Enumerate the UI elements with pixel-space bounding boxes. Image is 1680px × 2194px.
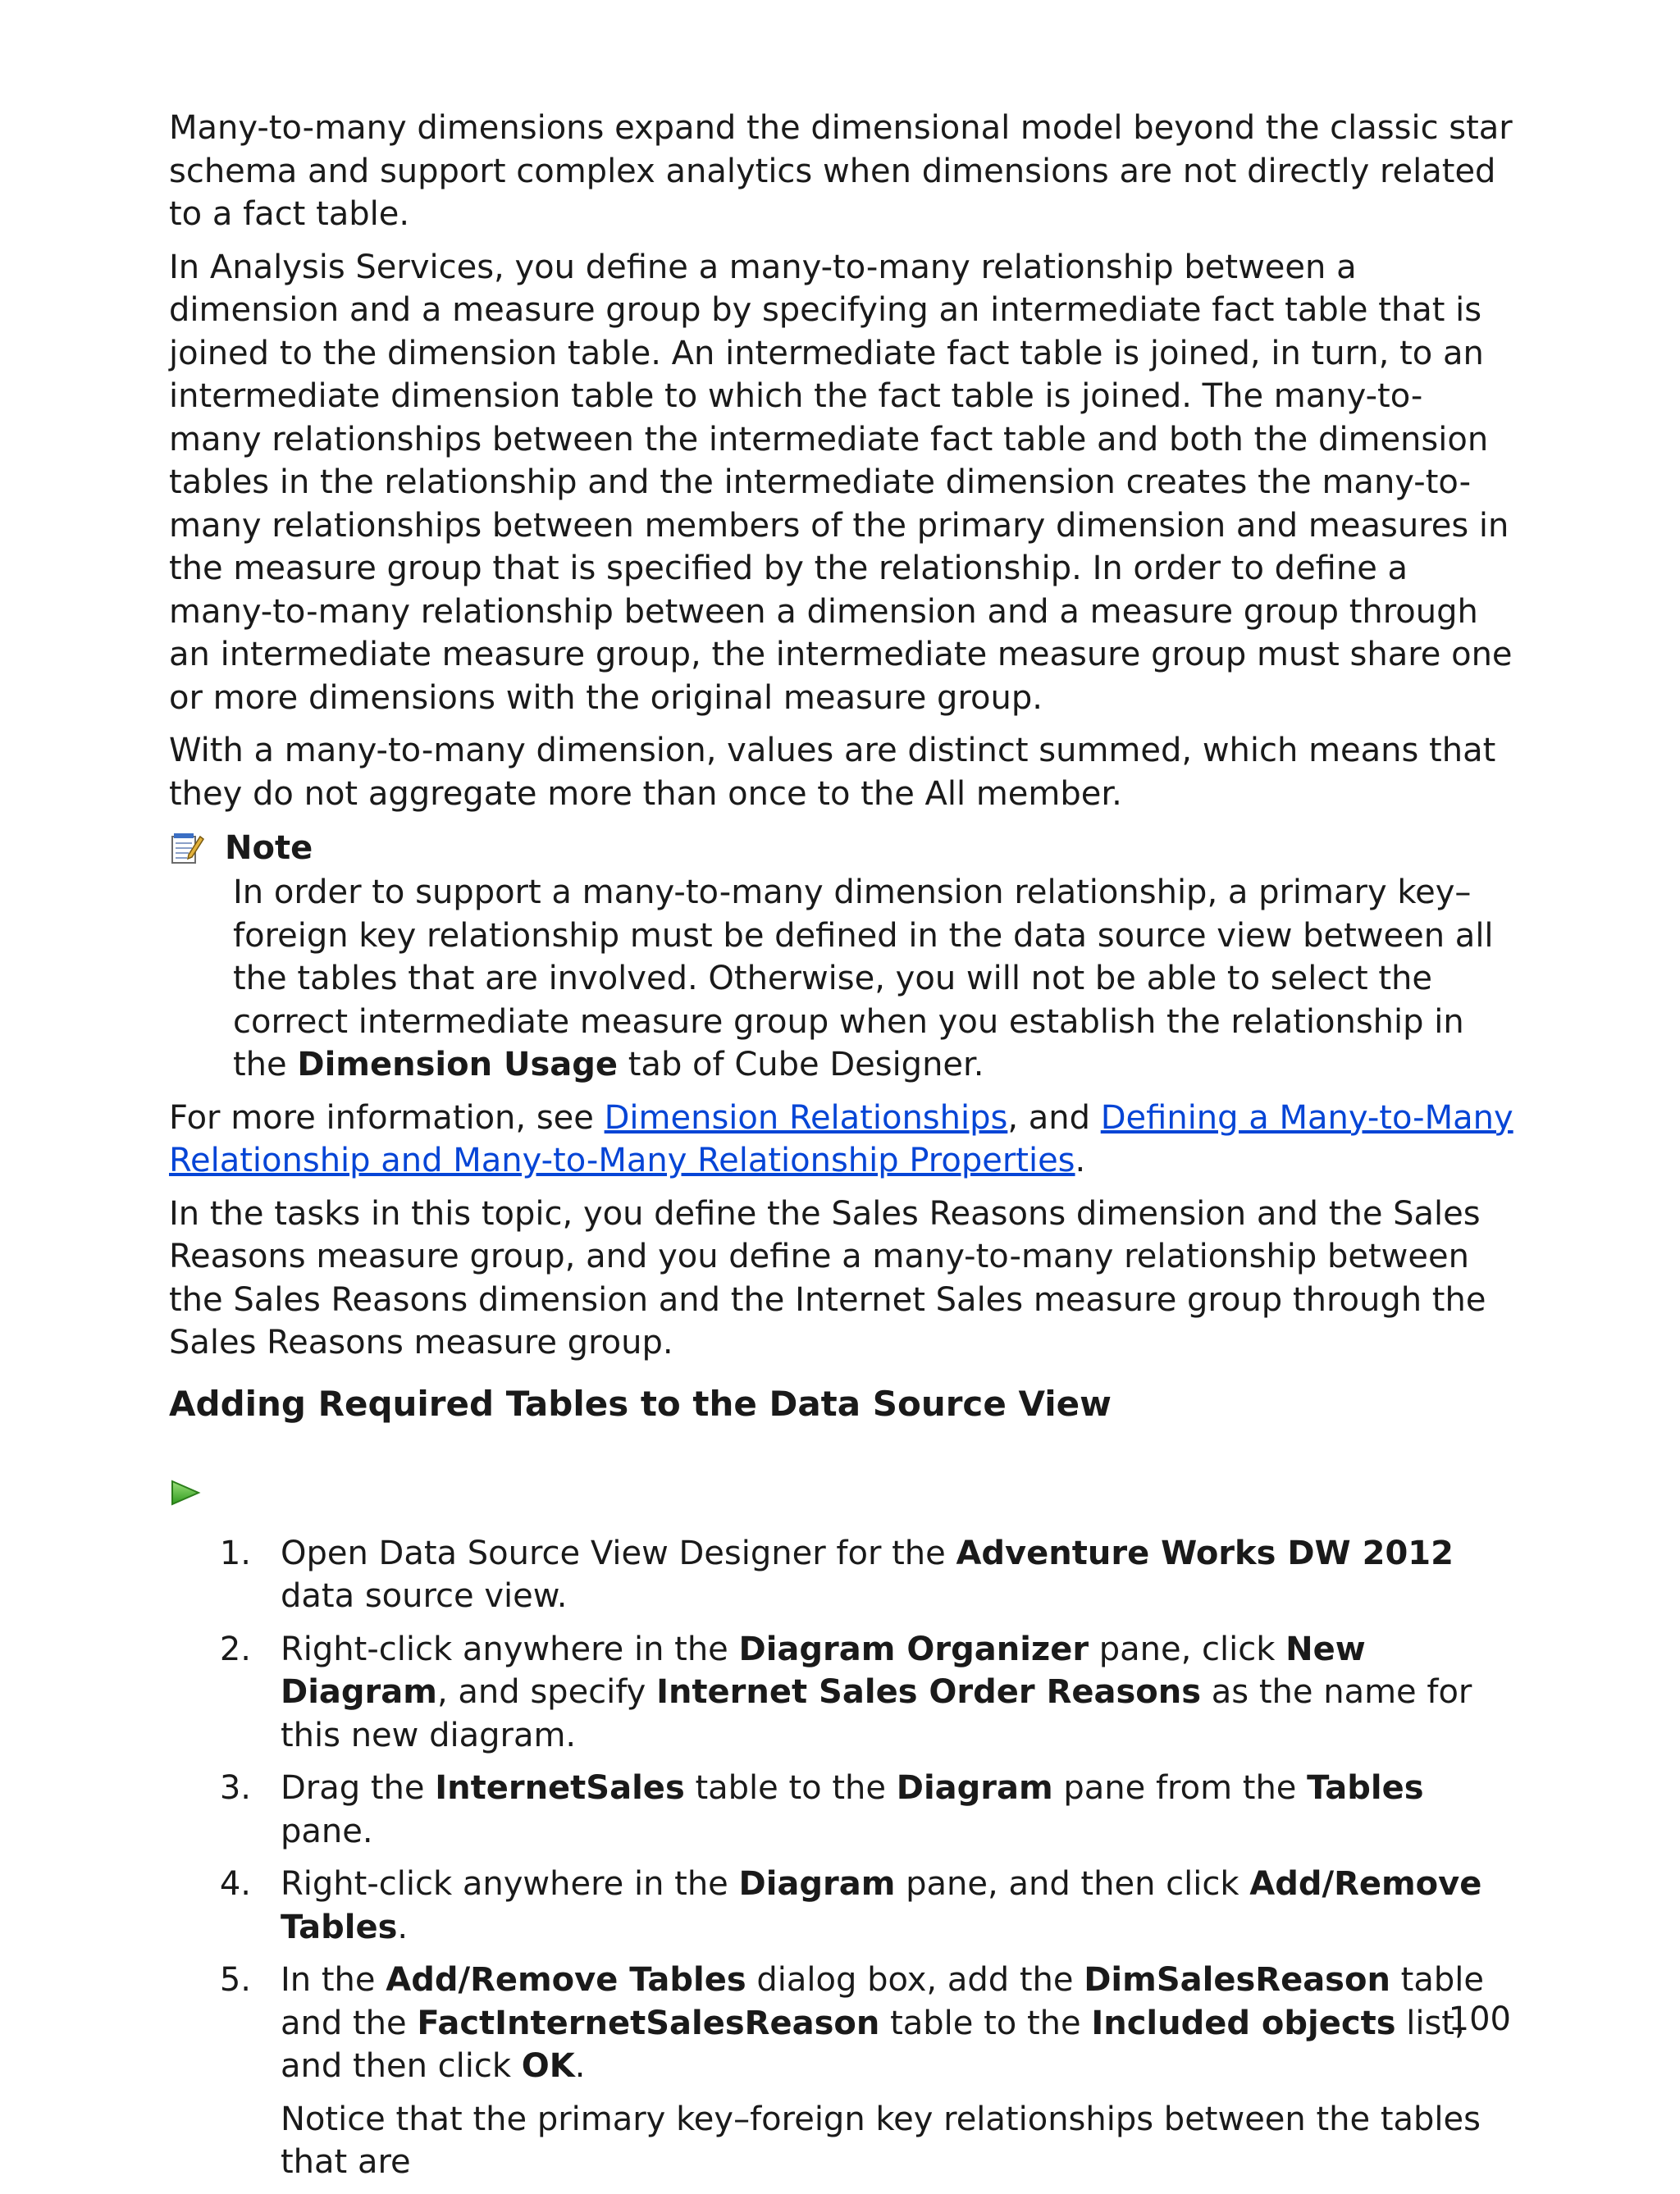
tasks-intro-paragraph: In the tasks in this topic, you define the Sales Reasons dimension and the Sales Reasons measure group, and you define a many-to-many relationship between the Sales Reasons dimension and the Internet Sales measure group through the Sales Reasons measure group. bbox=[169, 1194, 1486, 1362]
step-5-bold-2: DimSalesReason bbox=[1084, 1961, 1390, 1999]
step-4-text-2: pane, and then click bbox=[906, 1865, 1239, 1903]
intro-paragraph-3: With a many-to-many dimension, values are distinct summed, which means that they do not aggregate more than once to the All member. bbox=[169, 732, 1496, 813]
procedure-steps bbox=[169, 1532, 1514, 2088]
step-text bbox=[281, 1628, 1514, 1758]
note-text bbox=[233, 871, 1514, 1087]
step-2-text-1: Right-click anywhere in the bbox=[281, 1630, 728, 1668]
step-text bbox=[281, 1959, 1514, 2088]
note-body bbox=[226, 871, 1514, 1087]
step-2-bold-1: Diagram Organizer bbox=[738, 1630, 1089, 1668]
note-text-part-2: tab of Cube Designer. bbox=[628, 1046, 984, 1083]
step-2-text-3: , and specify bbox=[436, 1673, 646, 1711]
step-1 bbox=[169, 1532, 1514, 1618]
step-2-bold-3: Internet Sales Order Reasons bbox=[656, 1673, 1202, 1711]
dimension-relationships-link[interactable]: Dimension Relationships bbox=[604, 1098, 1008, 1137]
step-2 bbox=[169, 1628, 1514, 1758]
step-3 bbox=[169, 1767, 1514, 1853]
more-info-paragraph bbox=[169, 1097, 1514, 1183]
step-number: 4. bbox=[219, 1865, 251, 1903]
step-5-bold-4: Included objects bbox=[1091, 2004, 1396, 2042]
note-title: Note bbox=[225, 828, 313, 867]
step-3-text-2: table to the bbox=[695, 1769, 887, 1807]
defining-many-to-many-link[interactable]: Defining a Many-to-Many Relationship and Many-to-Many Relationship Properties bbox=[169, 1098, 1513, 1179]
intro-paragraph-2: In Analysis Services, you define a many-to-many relationship between a dimension and a measure group by specifying an intermediate fact table that is joined to the dimension table. An intermediate fact table is joined, in turn, to an intermediate dimension table to which the fact table is joined. The many-to-many relationships between the intermediate fact table and both the dimension tables in the relationship and the intermediate dimension creates the many-to-many relationships between members of the primary dimension and measures in the measure group that is specified by the relationship. In order to define a many-to-many relationship between a dimension and a measure group through an intermediate measure group, the intermediate measure group must share one or more dimensions with the original measure group. bbox=[169, 248, 1513, 717]
note-pad-icon bbox=[169, 830, 205, 866]
note-header bbox=[169, 825, 1514, 871]
step-2-bold-2: New Diagram bbox=[281, 1630, 1366, 1711]
step-number: 1. bbox=[219, 1534, 251, 1572]
step-3-text-1: Drag the bbox=[281, 1769, 425, 1807]
note-box bbox=[169, 825, 1514, 1087]
step-5-bold-5: OK bbox=[521, 2047, 575, 2085]
step-4-text-1: Right-click anywhere in the bbox=[281, 1865, 728, 1903]
step-3-text-3: pane from the bbox=[1063, 1769, 1297, 1807]
step-number: 3. bbox=[219, 1769, 251, 1807]
step-3-bold-2: Diagram bbox=[896, 1769, 1053, 1807]
note-text-part-1: In order to support a many-to-many dimension relationship, a primary key–foreign key relationship must be defined in the data source view between all the tables that are involved. Otherwise, you will not be able to select the correct intermediate measure group when you establish the relationship in the bbox=[233, 873, 1494, 1083]
more-info-mid: , and bbox=[1007, 1098, 1091, 1137]
step-text bbox=[281, 1532, 1514, 1618]
step-4 bbox=[169, 1863, 1514, 1949]
intro-paragraph-1: Many-to-many dimensions expand the dimensional model beyond the classic star schema and support complex analytics when dimensions are not directly related to a fact table. bbox=[169, 109, 1513, 233]
step-3-text-4: pane. bbox=[281, 1812, 373, 1850]
step-5-text-6: . bbox=[574, 2047, 586, 2085]
step-5-text-1: In the bbox=[281, 1961, 376, 1999]
note-bold-term: Dimension Usage bbox=[297, 1046, 619, 1083]
more-info-prefix: For more information, see bbox=[169, 1098, 594, 1137]
step-4-bold-1: Diagram bbox=[738, 1865, 896, 1903]
step-5-text-3: table and the bbox=[281, 1961, 1484, 2042]
step-5-bold-1: Add/Remove Tables bbox=[386, 1961, 746, 1999]
step-5-text-4: table to the bbox=[890, 2004, 1081, 2042]
step-5-continuation: Notice that the primary key–foreign key relationships between the tables that are bbox=[281, 2100, 1481, 2181]
step-4-bold-2: Add/Remove Tables bbox=[281, 1865, 1482, 1946]
step-5 bbox=[169, 1959, 1514, 2088]
step-2-text-4: as the name for this new diagram. bbox=[281, 1673, 1472, 1754]
step-1-bold-1: Adventure Works DW 2012 bbox=[956, 1534, 1454, 1572]
green-arrow-icon bbox=[169, 1476, 1514, 1514]
document-page bbox=[169, 107, 1514, 2194]
step-number: 2. bbox=[219, 1630, 251, 1668]
step-text bbox=[281, 1863, 1514, 1949]
step-number: 5. bbox=[219, 1961, 251, 1999]
step-5-text-5: list, and then click bbox=[281, 2004, 1465, 2085]
step-3-bold-1: InternetSales bbox=[435, 1769, 685, 1807]
step-text bbox=[281, 1767, 1514, 1853]
step-3-bold-3: Tables bbox=[1307, 1769, 1424, 1807]
step-1-text-1: Open Data Source View Designer for the bbox=[281, 1534, 946, 1572]
step-5-bold-3: FactInternetSalesReason bbox=[417, 2004, 880, 2042]
step-5-text-2: dialog box, add the bbox=[756, 1961, 1074, 1999]
page-number: 100 bbox=[1448, 2000, 1511, 2038]
step-1-text-2: data source view. bbox=[281, 1577, 568, 1615]
step-2-text-2: pane, click bbox=[1098, 1630, 1276, 1668]
more-info-suffix: . bbox=[1075, 1142, 1086, 1179]
section-heading: Adding Required Tables to the Data Source View bbox=[169, 1383, 1112, 1424]
step-4-text-3: . bbox=[397, 1908, 409, 1946]
